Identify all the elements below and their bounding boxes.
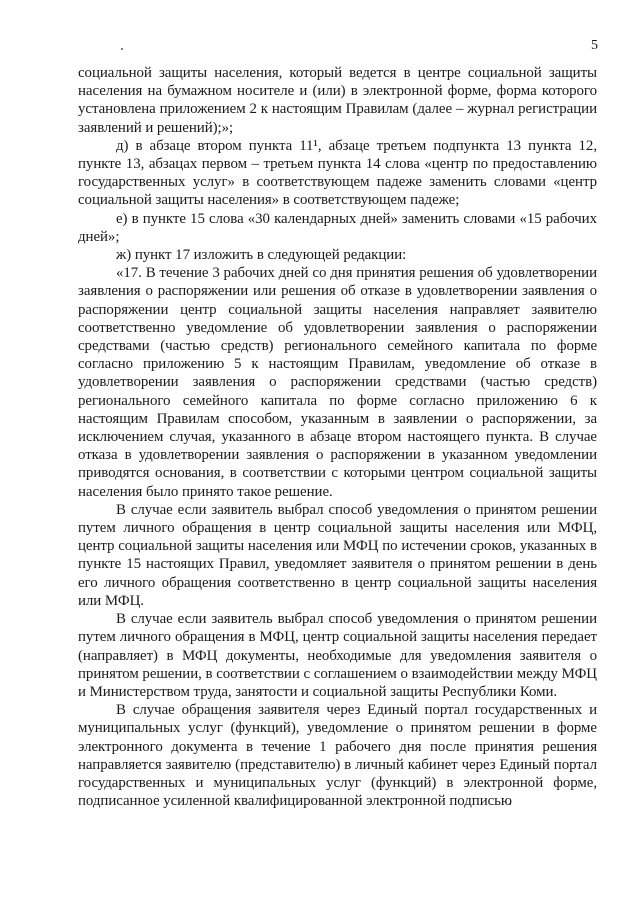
paragraph: В случае если заявитель выбрал способ уведомления о принятом решении путем личного обращения в МФЦ, центр социальной защиты населения передает (направляет) в МФЦ документы, необходимые для уведомления заявителя о принятом решении, в соответствии с соглашением о взаимодействии между МФЦ и Министерством труда, занятости и социальной защиты Республики Коми. xyxy=(78,611,597,700)
document-body xyxy=(78,64,597,810)
paragraph: В случае если заявитель выбрал способ уведомления о принятом решении путем личного обращения в центр социальной защиты населения или МФЦ, центр социальной защиты населения или МФЦ по истечении сроков, указанных в пункте 15 настоящих Правил, уведомляет заявителя о принятом решении в день его личного обращения соответственно в центр социальной защиты населения или МФЦ. xyxy=(78,501,597,609)
paragraph: «17. В течение 3 рабочих дней со дня принятия решения об удовлетворении заявления о распоряжении или решения об отказе в удовлетворении заявления о распоряжении центр социальной защиты населения направляет заявителю соответственно уведомление об удовлетворении заявления о распоряжении средствами (частью средств) регионального семейного капитала по форме согласно приложению 5 к настоящим Правилам, уведомление об отказе в удовлетворении заявления о распоряжении средствами (частью средств) регионального семейного капитала по форме согласно приложению 6 к настоящим Правилам способом, указанным в заявлении о распоряжении, за исключением случая, указанного в абзаце втором настоящего пункта. В случае отказа в удовлетворении заявления о распоряжении в указанном уведомлении приводятся основания, в соответствии с которыми центром социальной защиты населения было принято такое решение. xyxy=(78,265,597,500)
page-number: 5 xyxy=(591,38,598,53)
paragraph: социальной защиты населения, который ведется в центре социальной защиты населения на бумажном носителе и (или) в электронной форме, форма которого установлена приложением 2 к настоящим Правилам (далее – журнал регистрации заявлений и решений);»; xyxy=(78,65,597,136)
paragraph: е) в пункте 15 слова «30 календарных дней» заменить словами «15 рабочих дней»; xyxy=(78,210,597,245)
paragraph: д) в абзаце втором пункта 11¹, абзаце третьем подпункта 13 пункта 12, пункте 13, абзацах первом – третьем пункта 14 слова «центр по предоставлению государственных услуг» в соответствующем падеже заменить словами «центр социальной защиты населения» в соответствующем падеже; xyxy=(78,137,597,209)
paragraph: ж) пункт 17 изложить в следующей редакции: xyxy=(116,247,407,264)
paragraph: В случае обращения заявителя через Единый портал государственных и муниципальных услуг (функций), уведомление о принятом решении в форме электронного документа в течение 1 рабочего дня после принятия решения направляется заявителю (представителю) в личный кабинет через Единый портал государственных и муниципальных услуг (функций) в электронной форме, подписанное усиленной квалифицированной электронной подписью xyxy=(78,702,597,810)
scan-speck xyxy=(121,48,123,50)
